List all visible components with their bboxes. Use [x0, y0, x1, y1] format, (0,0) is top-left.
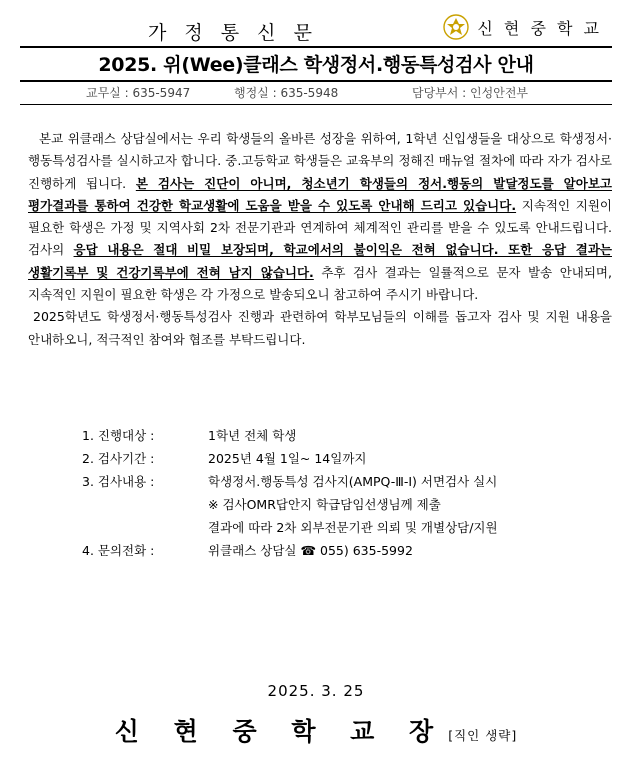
detail-contact	[82, 539, 602, 562]
newsletter-title: 가 정 통 신 문	[148, 22, 318, 44]
school-brand	[443, 14, 602, 40]
detail-label: 1. 진행대상 :	[82, 428, 155, 443]
detail-value: 위클래스 상담실 ☎ 055) 635-5992	[208, 543, 413, 558]
emphasis-confidentiality: 응답 내용은 절대 비밀 보장되며, 학교에서의 불이익은 전혀 없습니다. 또한 응답 결과는 생활기록부 및 건강기록부에 전혀 남지 않습니다.	[28, 242, 612, 280]
emphasis-not-diagnosis: 본 검사는 진단이 아니며, 청소년기 학생들의 정서.행동의 발달정도를 알아보고 평가결과를 통하여 건강한 학교생활에 도움을 받을 수 있도록 안내해 드리고 있습니다.	[28, 175, 612, 213]
detail-value: 학생정서.행동특성 검사지(AMPQ-Ⅲ-Ⅰ) 서면검사 실시	[208, 474, 498, 489]
detail-label: 3. 검사내용 :	[82, 474, 155, 489]
newsletter-header	[20, 10, 612, 44]
academic-office-phone: 교무실 : 635-5947	[86, 86, 191, 100]
header-divider-top	[20, 46, 612, 48]
paragraph-request: 2025학년도 학생정서·행동특성검사 진행과 관련하여 학부모님들의 이해를 돕고자 검사 및 지원 내용을 안내하오니, 적극적인 참여와 협조를 부탁드립니다.	[28, 309, 612, 347]
paragraph-intro	[28, 128, 612, 306]
detail-target	[82, 424, 602, 447]
notice-body	[28, 128, 612, 351]
contact-info	[20, 84, 612, 102]
principal-title: 신 현 중 학 교 장	[114, 717, 447, 746]
detail-label: 4. 문의전화 :	[82, 543, 155, 558]
support-text: 지속적인 지원이 필요한 학생은 가정 및 지역사회 2차 전문기관과 연계하여 체계적인 관리를 받을 수 있도록 안내드립니다. 검사의	[28, 197, 612, 258]
department-name: 담당부서 : 인성안전부	[412, 86, 529, 100]
school-name: 신 현 중 학 교	[477, 18, 602, 38]
detail-value: 1학년 전체 학생	[208, 428, 297, 443]
detail-content	[82, 470, 602, 493]
signature	[0, 712, 632, 748]
detail-label: 2. 검사기간 :	[82, 451, 155, 466]
result-text: 추후 검사 결과는 일률적으로 문자 발송 안내되며, 지속적인 지원이 필요한 학생은 각 가정으로 발송되오니 참고하여 주시기 바랍니다.	[28, 264, 612, 303]
seal-note: [직인 생략]	[448, 728, 518, 743]
intro-text: 본교 위클래스 상담실에서는 우리 학생들의 올바른 성장을 위하여, 1학년 신입생들을 대상으로 학생정서·행동특성검사를 실시하고자 합니다. 중.고등학교 학생들은 교육부의 정해진 매뉴얼 절차에 따라 자가 검사로 진행하게 됩니다.	[28, 131, 612, 191]
page-title: 2025. 위(Wee)클래스 학생정서.행동특성검사 안내	[98, 54, 534, 76]
issue-date: 2025. 3. 25	[267, 682, 365, 700]
school-emblem-icon	[443, 14, 469, 40]
detail-value: 2025년 4월 1일~ 14일까지	[208, 451, 367, 466]
detail-period	[82, 447, 602, 470]
header-divider-middle	[20, 80, 612, 82]
header-divider-bottom	[20, 104, 612, 105]
details-list	[82, 424, 602, 562]
detail-note-omr: ※ 검사OMR답안지 학급담임선생님께 제출	[208, 497, 441, 512]
detail-note-followup: 결과에 따라 2차 외부전문기관 의뢰 및 개별상담/지원	[208, 520, 498, 535]
admin-office-phone: 행정실 : 635-5948	[234, 86, 339, 100]
